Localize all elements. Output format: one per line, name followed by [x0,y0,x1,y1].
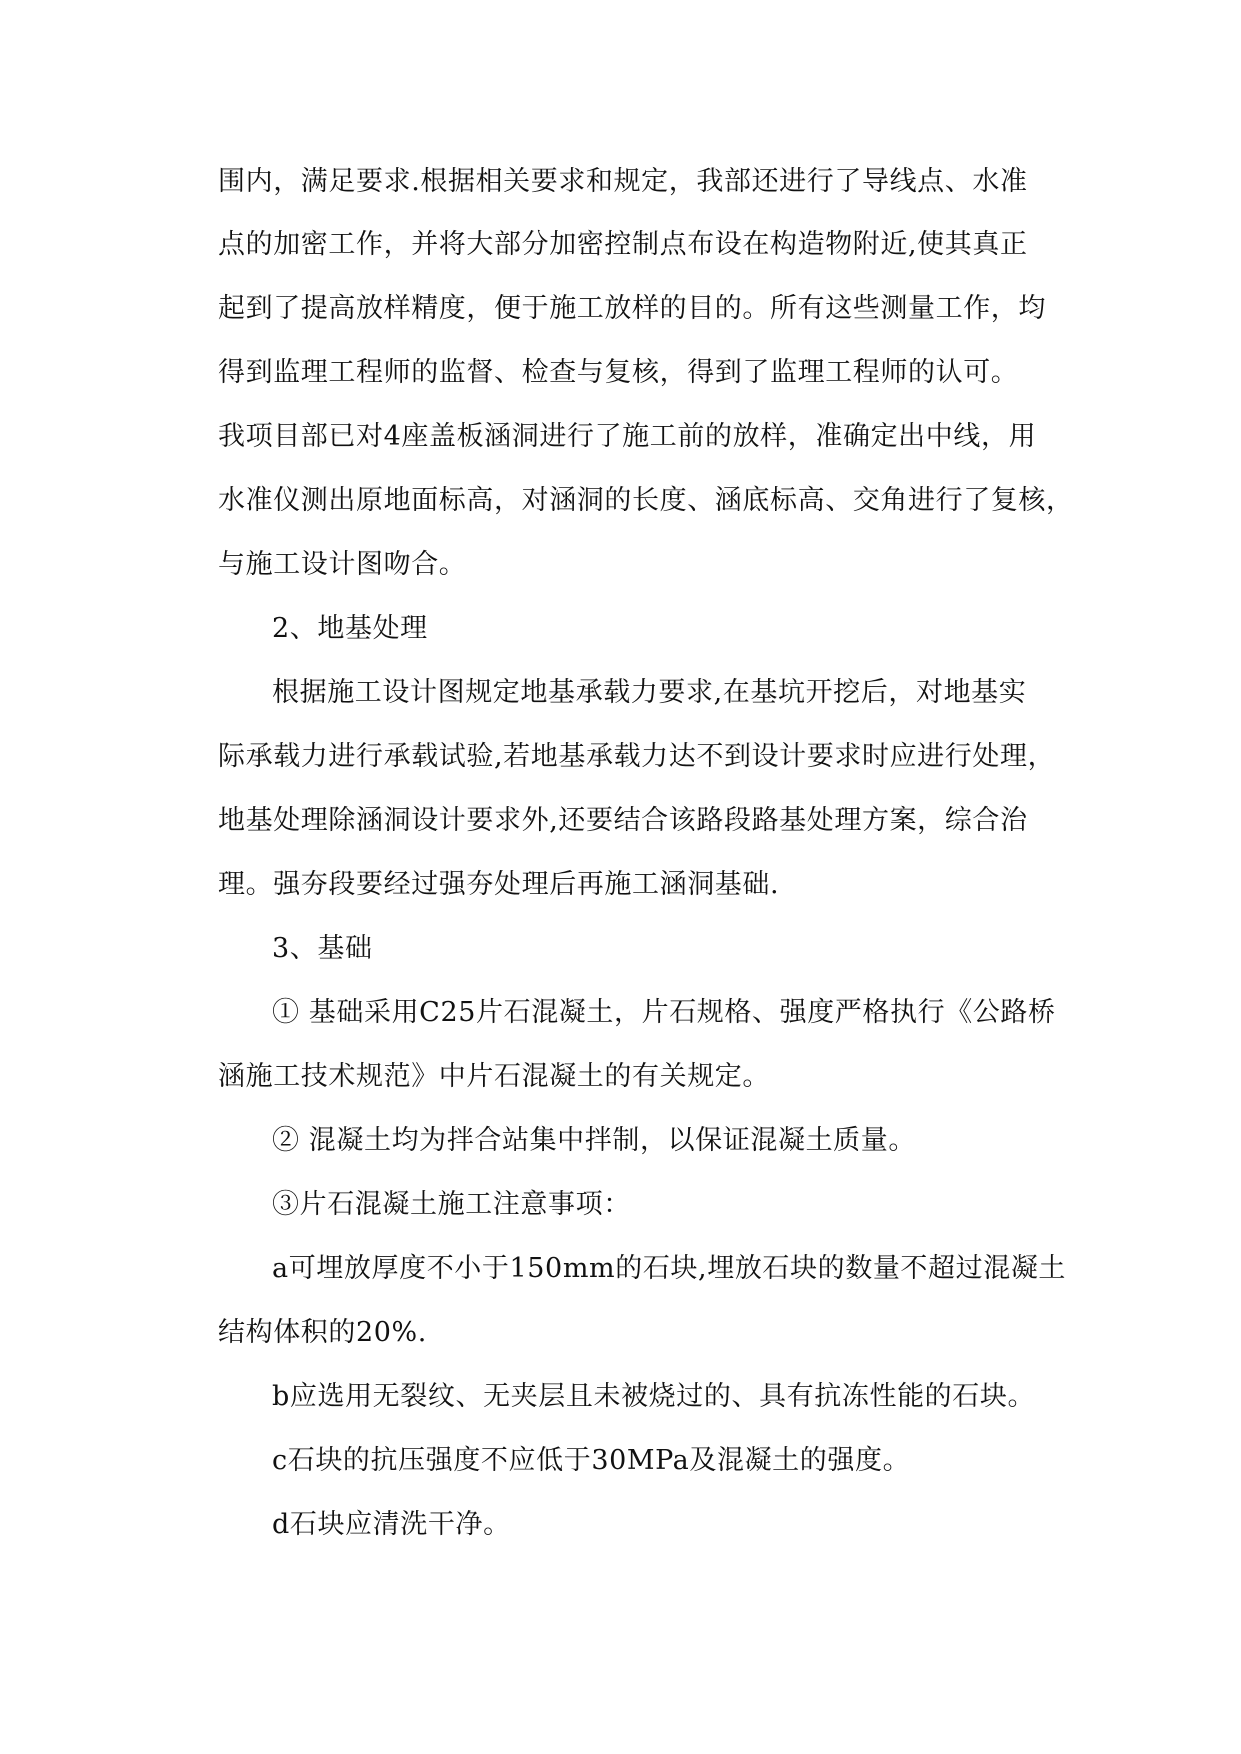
text-line: 根据施工设计图规定地基承载力要求,在基坑开挖后，对地基实 [272,677,1027,708]
section-heading: 2、地基处理 [272,613,428,644]
list-item: d石块应清洗干净。 [272,1509,511,1540]
section-heading: 3、基础 [272,933,373,964]
text-line: 起到了提高放样精度，便于施工放样的目的。所有这些测量工作，均 [218,293,1046,324]
text-line: 围内，满足要求.根据相关要求和规定，我部还进行了导线点、水准 [218,166,1028,197]
text-line: 际承载力进行承载试验,若地基承载力达不到设计要求时应进行处理， [218,741,1056,772]
text-line: 水准仪测出原地面标高，对涵洞的长度、涵底标高、交角进行了复核， [218,485,1074,516]
list-item: ③片石混凝土施工注意事项： [272,1189,631,1220]
list-item: a可埋放厚度不小于150mm的石块,埋放石块的数量不超过混凝土 [272,1253,1067,1284]
list-item: ① 基础采用C25片石混凝土，片石规格、强度严格执行《公路桥 [272,997,1056,1028]
text-line: 理。强夯段要经过强夯处理后再施工涵洞基础. [218,869,780,900]
text-line: 结构体积的20%. [218,1317,427,1348]
text-line: 点的加密工作，并将大部分加密控制点布设在构造物附近,使其真正 [218,229,1028,260]
list-item: c石块的抗压强度不应低于30MPa及混凝土的强度。 [272,1445,911,1476]
text-line: 我项目部已对4座盖板涵洞进行了施工前的放样，准确定出中线，用 [218,421,1037,452]
text-line: 得到监理工程师的监督、检查与复核，得到了监理工程师的认可。 [218,357,1019,388]
text-line: 涵施工技术规范》中片石混凝土的有关规定。 [218,1061,770,1092]
text-line: 地基处理除涵洞设计要求外,还要结合该路段路基处理方案，综合治 [218,805,1028,836]
text-line: 与施工设计图吻合。 [218,549,467,580]
list-item: b应选用无裂纹、无夹层且未被烧过的、具有抗冻性能的石块。 [272,1381,1036,1412]
list-item: ② 混凝土均为拌合站集中拌制，以保证混凝土质量。 [272,1125,916,1156]
